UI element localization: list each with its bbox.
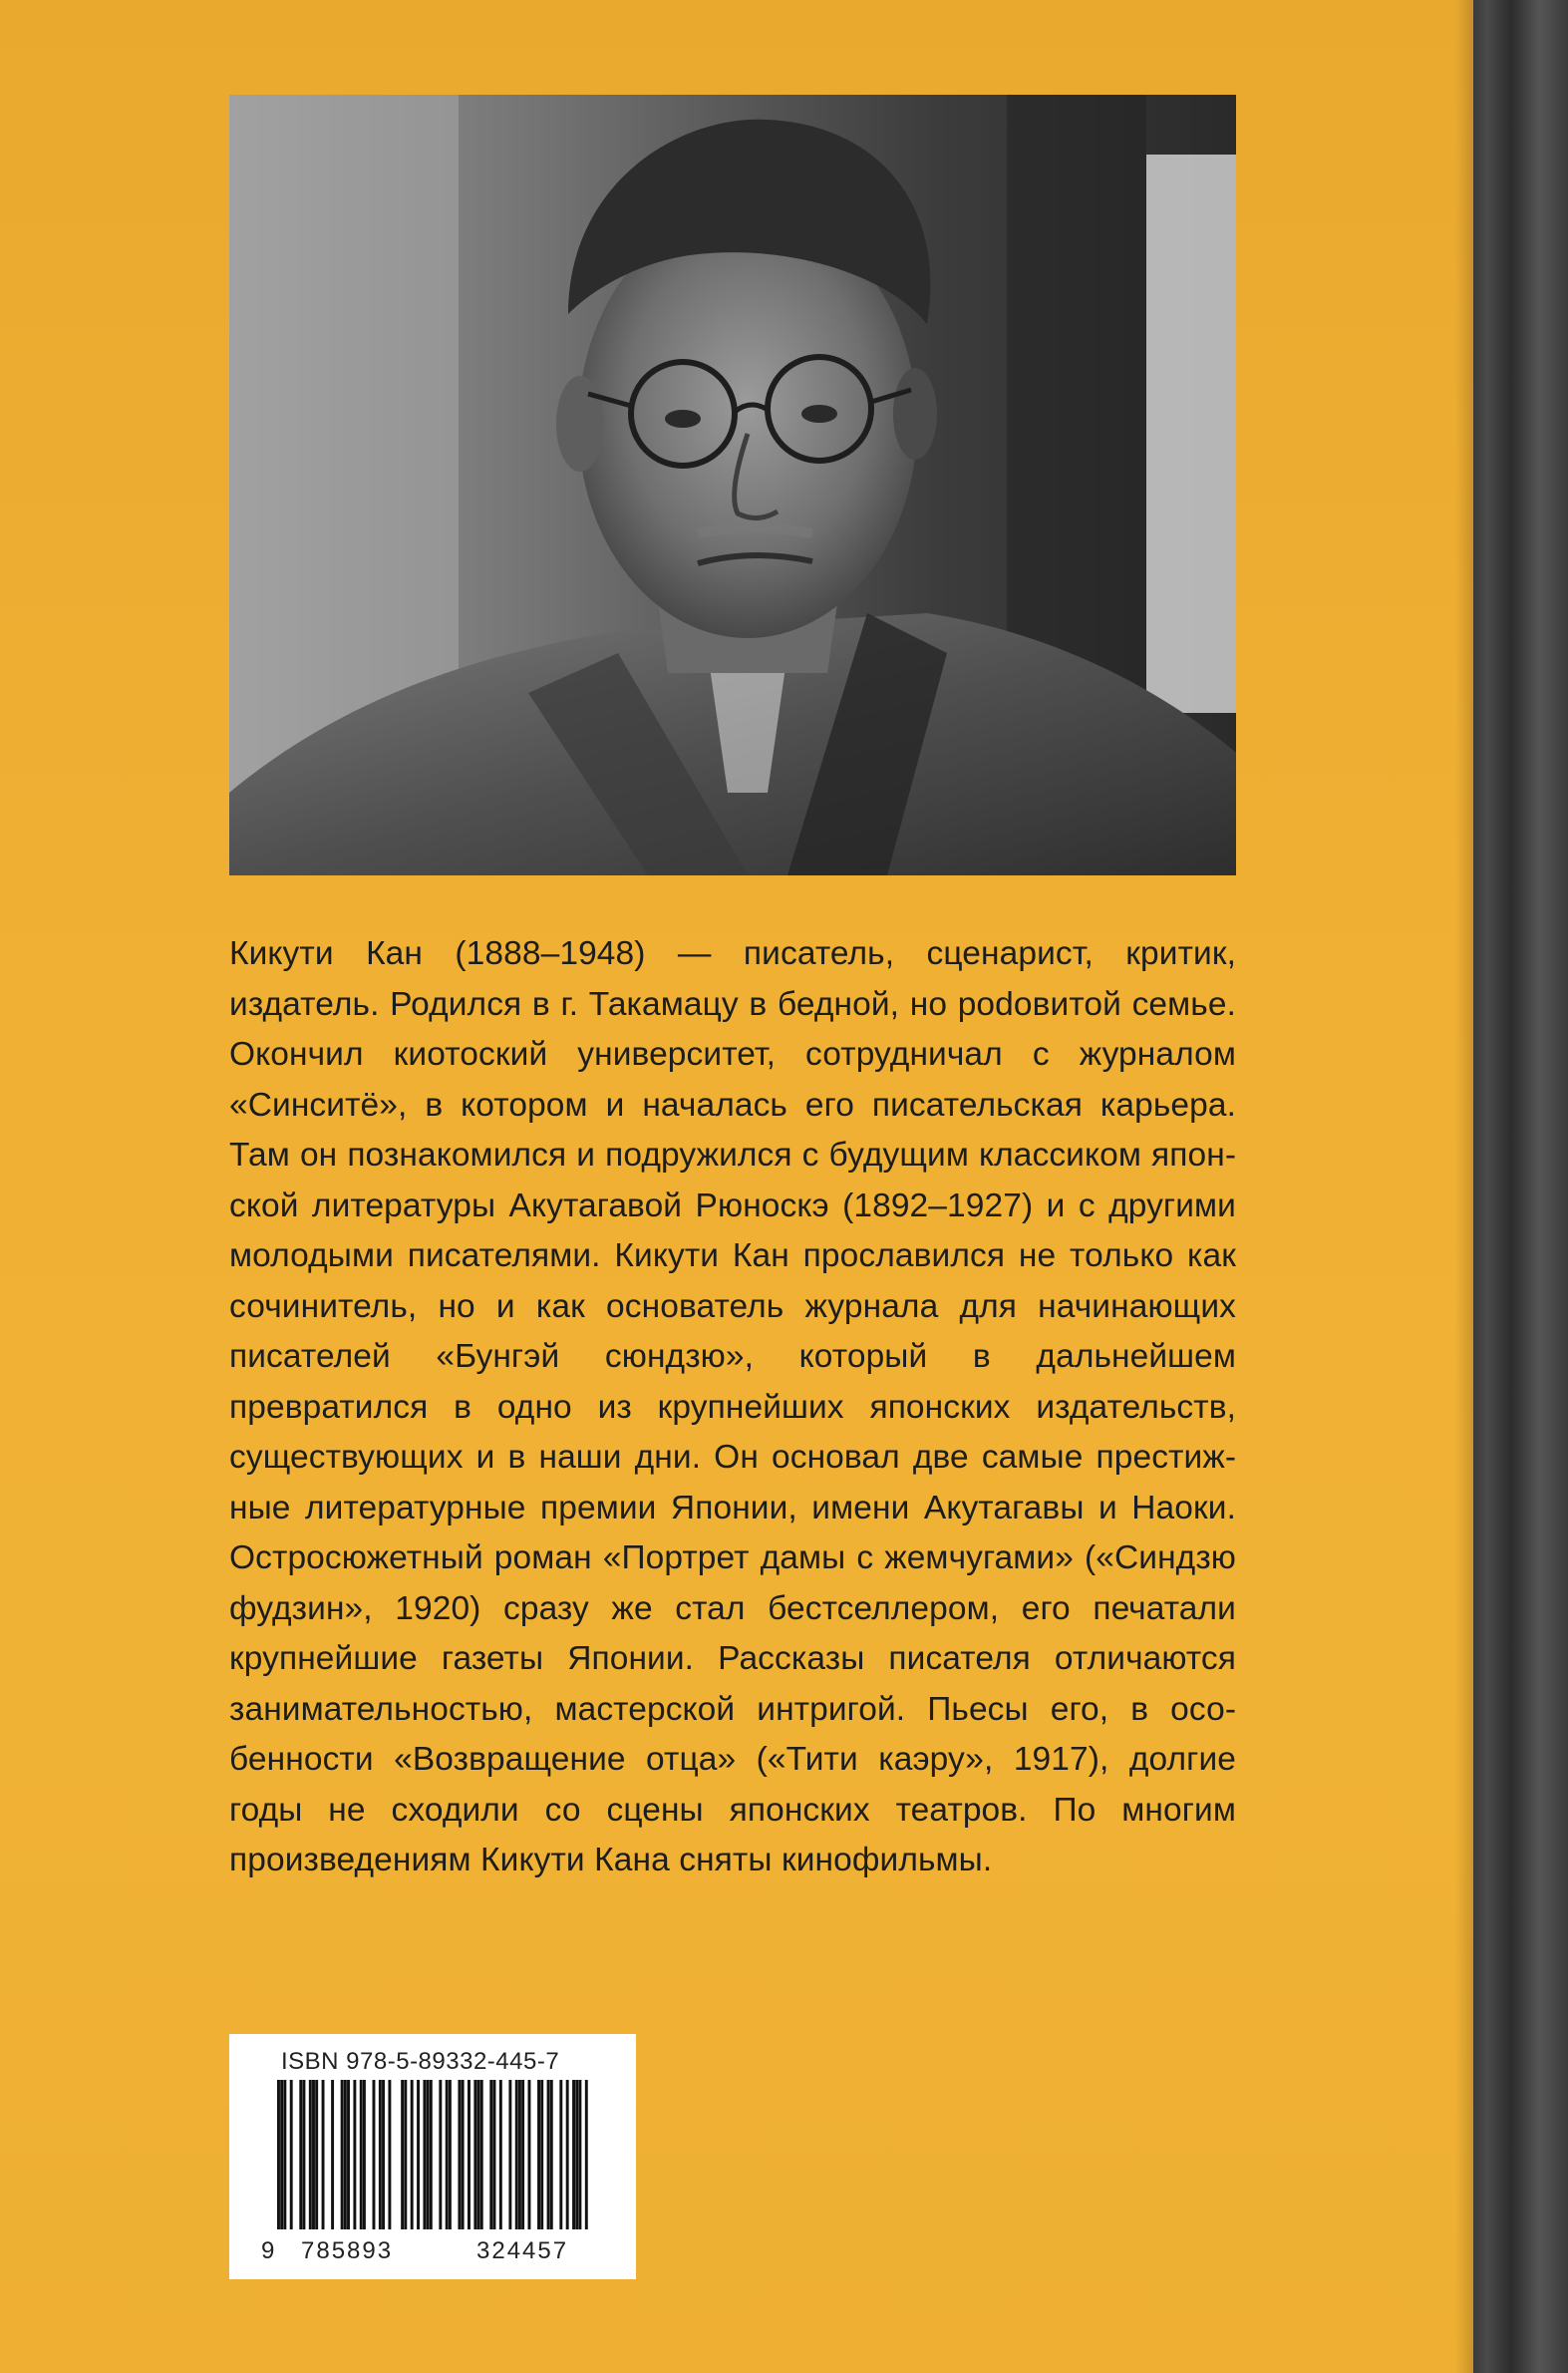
barcode-bar bbox=[515, 2080, 518, 2229]
barcode-bar bbox=[373, 2080, 376, 2229]
barcode-first-digit: 9 bbox=[261, 2237, 275, 2264]
barcode-bar bbox=[277, 2080, 280, 2229]
barcode-bar bbox=[360, 2080, 363, 2229]
barcode-bar bbox=[312, 2080, 315, 2229]
barcode-bar bbox=[382, 2080, 385, 2229]
cover-edge-shadow bbox=[1455, 0, 1475, 2373]
barcode-bar bbox=[353, 2080, 356, 2229]
barcode-bar bbox=[540, 2080, 543, 2229]
barcode-bar bbox=[423, 2080, 426, 2229]
barcode-bar bbox=[521, 2080, 524, 2229]
barcode-bar bbox=[550, 2080, 553, 2229]
author-portrait-photo bbox=[229, 95, 1236, 875]
barcode-bar bbox=[363, 2080, 366, 2229]
barcode-right-digits: 324457 bbox=[476, 2237, 569, 2264]
barcode-bar bbox=[462, 2080, 465, 2229]
barcode-bar bbox=[341, 2080, 344, 2229]
barcode-bar bbox=[458, 2080, 461, 2229]
barcode-bar bbox=[322, 2080, 325, 2229]
barcode-bar bbox=[417, 2080, 420, 2229]
barcode-bar bbox=[537, 2080, 540, 2229]
barcode-bar bbox=[489, 2080, 492, 2229]
barcode-bar bbox=[290, 2080, 293, 2229]
barcode-bar bbox=[572, 2080, 575, 2229]
isbn-number: ISBN 978-5-89332-445-7 bbox=[281, 2048, 560, 2075]
barcode-bar bbox=[280, 2080, 283, 2229]
barcode-bar bbox=[299, 2080, 302, 2229]
author-biography-text: Кикути Кан (1888–1948) — писатель, сценарист, критик, издатель. Родился в г. Такамацу в бедной, но роdовитой семье. Окончил киотоский университет, сотрудничал с журналом «Синситё», в котором и началась его писательская карьера. Там он познакомился и подружился с будущим классиком японской литературы Акутагавой Рюноскэ (1892–1927) и с другими молодыми писателями. Кикути Кан прославился не только как сочинитель, но и как основатель журнала для начинающих писателей «Бунгэй сюндзю», который в дальнейшем превратился в одно из крупнейших японских издательств, существующих и в наши дни. Он основал две самые престижные литературные премии Японии, имени Акутагавы и Наоки. Остросюжетный роман «Портрет дамы с жемчугами» («Синдзю фудзин», 1920) сразу же стал бестселлером, его печатали крупнейшие газеты Японии. Рассказы писателя отличаются занимательностью, мастерской интригой. Пьесы его, в особенности «Возвращение отца» («Тити каэру», 1917), долгие годы не сходили со сцены японских театров. По многим произведениям Кикути Кана сняты кинофильмы. bbox=[229, 935, 1236, 1878]
barcode-bar bbox=[302, 2080, 305, 2229]
barcode-bar bbox=[449, 2080, 452, 2229]
barcode-bar bbox=[404, 2080, 407, 2229]
barcode-bar bbox=[439, 2080, 442, 2229]
barcode-bar bbox=[309, 2080, 312, 2229]
barcode-bar bbox=[473, 2080, 476, 2229]
barcode-bar bbox=[283, 2080, 286, 2229]
barcode-bar bbox=[528, 2080, 531, 2229]
barcode-bar bbox=[347, 2080, 350, 2229]
barcode-bar bbox=[518, 2080, 521, 2229]
barcode-bar bbox=[559, 2080, 562, 2229]
barcode-bar bbox=[578, 2080, 581, 2229]
barcode-bar bbox=[388, 2080, 391, 2229]
barcode-bar bbox=[547, 2080, 550, 2229]
book-spine-edge bbox=[1473, 0, 1568, 2373]
barcode-bar bbox=[585, 2080, 588, 2229]
barcode-bar bbox=[566, 2080, 569, 2229]
barcode-bar bbox=[331, 2080, 334, 2229]
barcode-bar bbox=[411, 2080, 414, 2229]
barcode-icon bbox=[277, 2080, 588, 2229]
barcode-bar bbox=[344, 2080, 347, 2229]
barcode-bar bbox=[480, 2080, 483, 2229]
barcode-bar bbox=[315, 2080, 318, 2229]
barcode-bar bbox=[477, 2080, 480, 2229]
barcode-bar bbox=[468, 2080, 470, 2229]
isbn-barcode-panel bbox=[229, 2034, 636, 2279]
barcode-bar bbox=[499, 2080, 502, 2229]
barcode-bar bbox=[446, 2080, 449, 2229]
barcode-bar bbox=[575, 2080, 578, 2229]
barcode-bar bbox=[492, 2080, 495, 2229]
barcode-bar bbox=[508, 2080, 511, 2229]
portrait-photo-icon bbox=[229, 95, 1236, 875]
barcode-left-digits: 785893 bbox=[301, 2237, 394, 2264]
barcode-bar bbox=[401, 2080, 404, 2229]
barcode-bar bbox=[427, 2080, 430, 2229]
barcode-bar bbox=[430, 2080, 433, 2229]
barcode-bar bbox=[379, 2080, 382, 2229]
